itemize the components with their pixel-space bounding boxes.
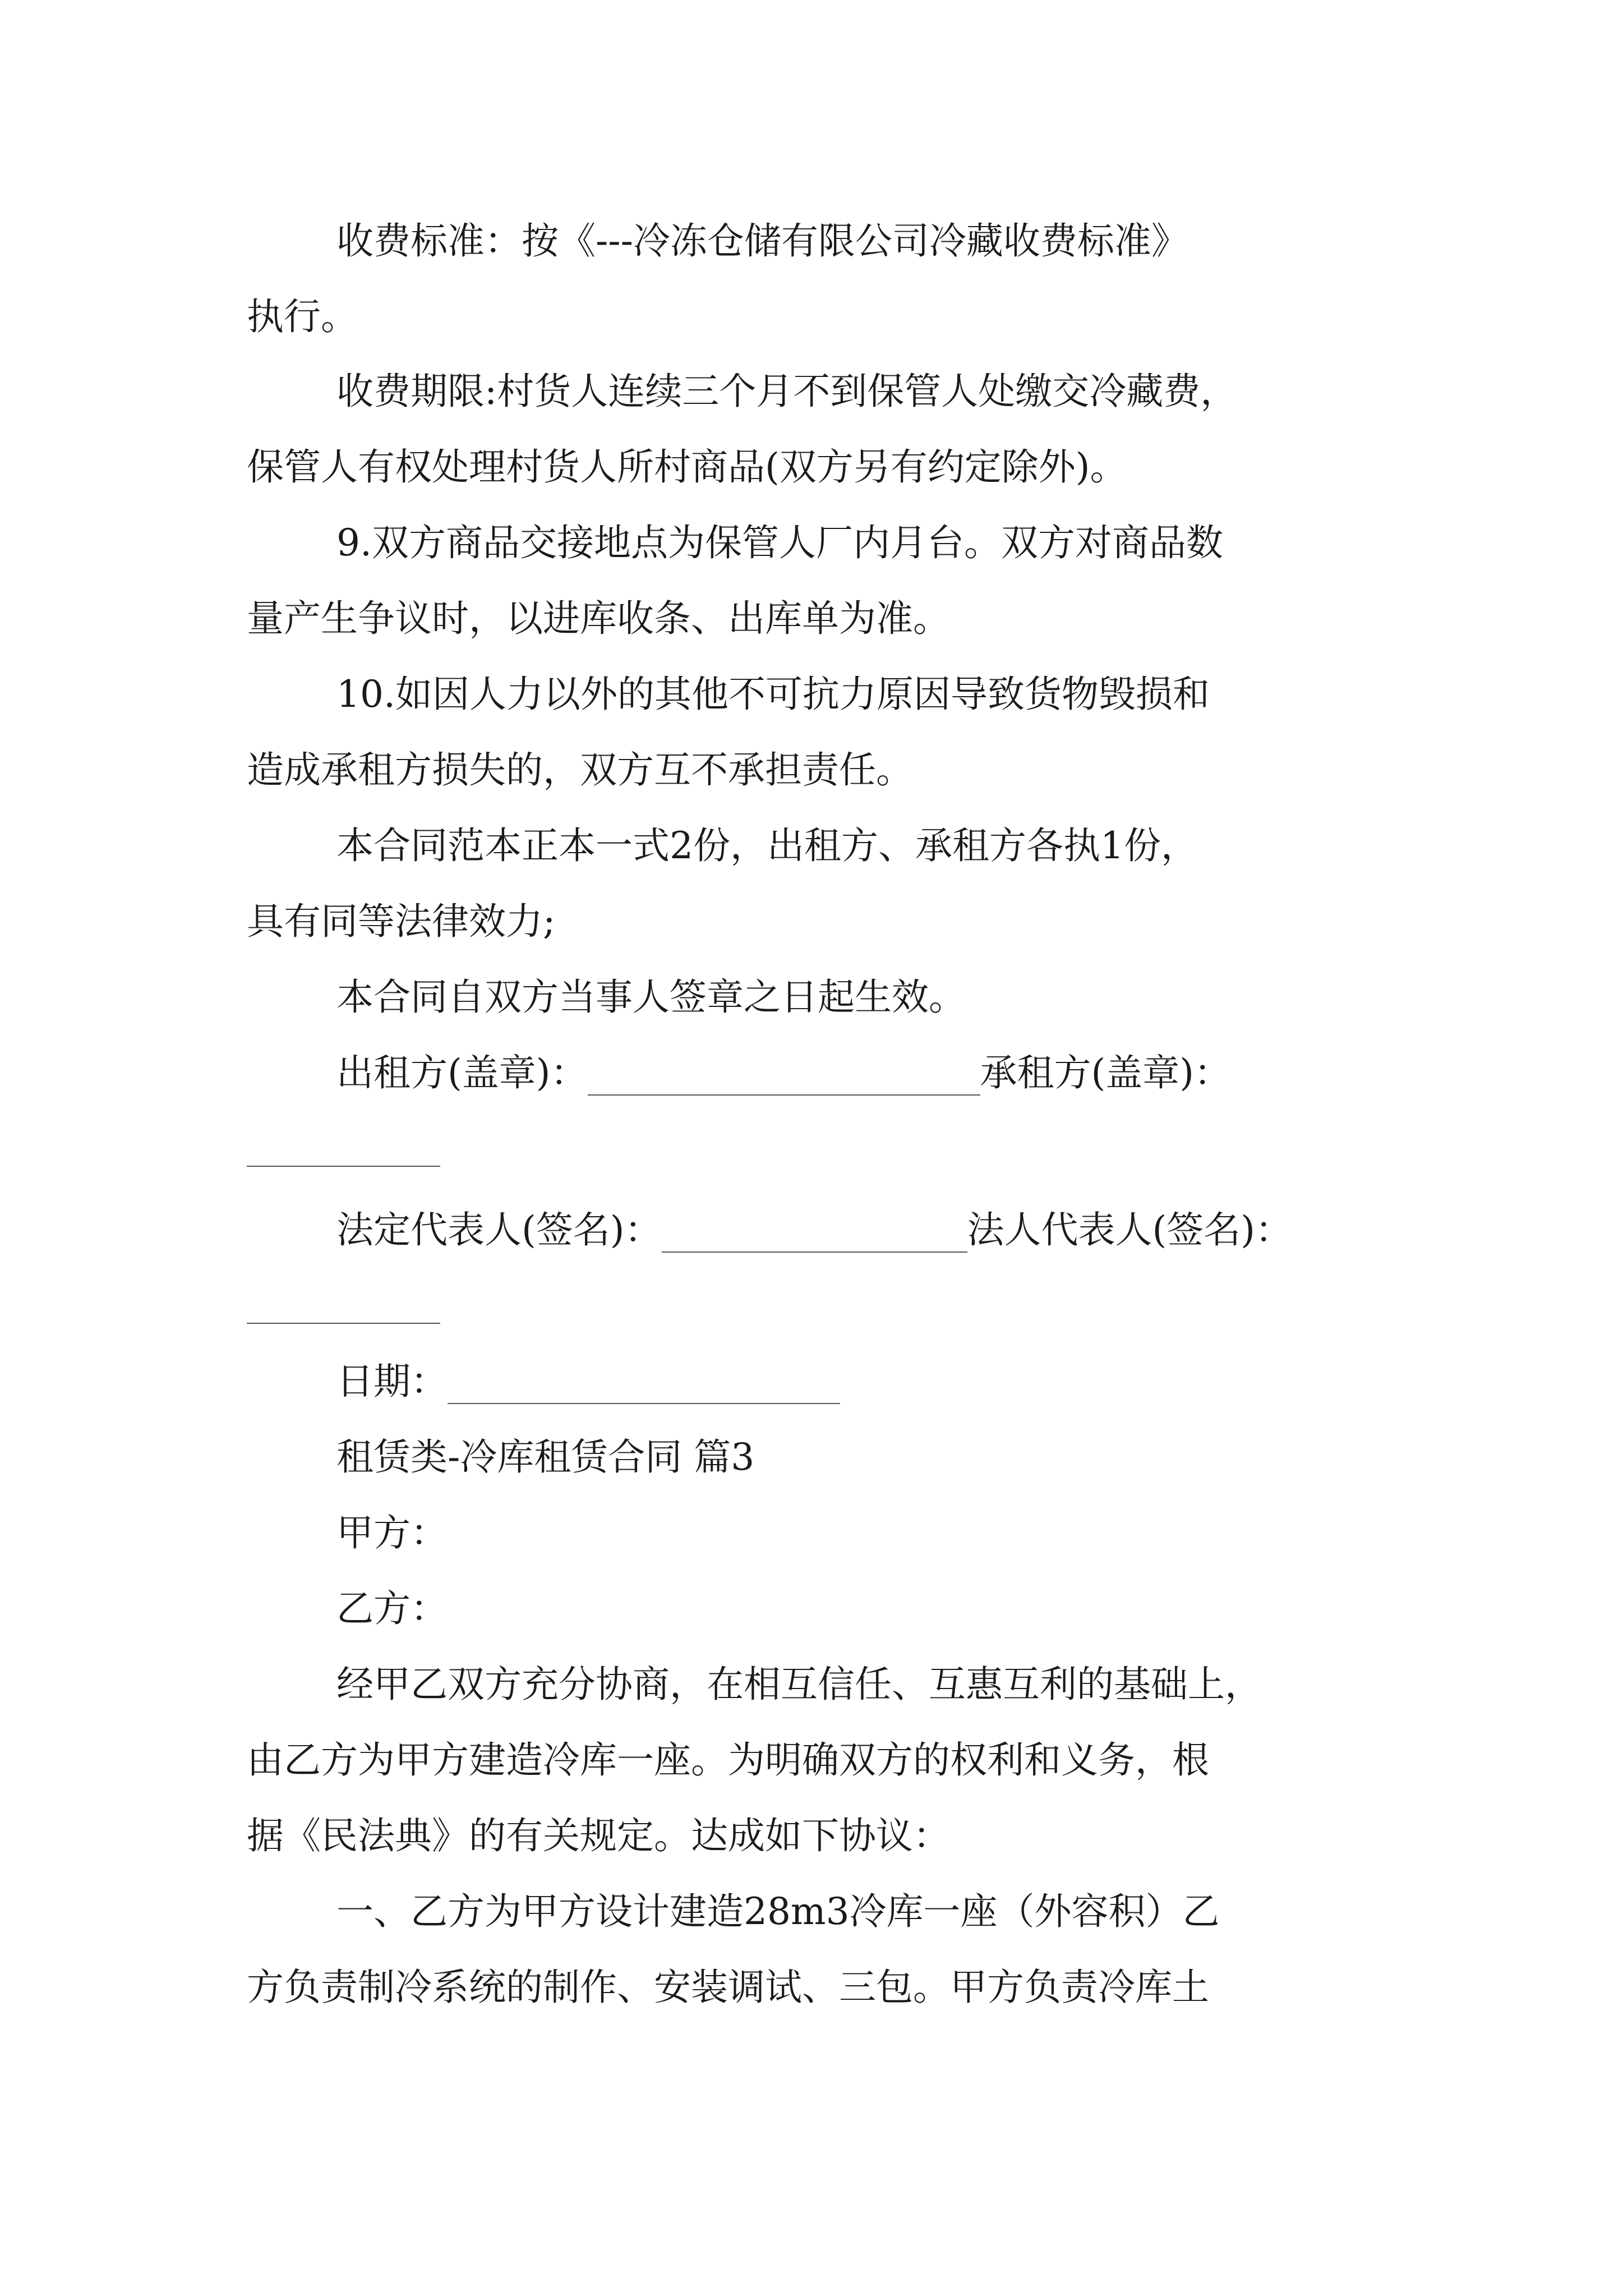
signature-line-lessor bbox=[336, 1051, 1231, 1096]
legal-rep-label: 法定代表人(签名)： bbox=[336, 1208, 662, 1251]
party-b-label: 乙方： bbox=[336, 1587, 448, 1630]
date-blank bbox=[448, 1367, 840, 1404]
paragraph-line: 本合同范本正本一式2份，出租方、承租方各执1份， bbox=[336, 824, 1198, 867]
paragraph-line: 10.如因人力以外的其他不可抗力原因导致货物毁损和 bbox=[336, 673, 1210, 716]
paragraph-line: 9.双方商品交接地点为保管人厂内月台。双方对商品数 bbox=[336, 521, 1223, 564]
section-title: 租赁类-冷库租赁合同 篇3 bbox=[336, 1435, 755, 1479]
lessee-blank bbox=[247, 1166, 440, 1167]
paragraph-line: 据《民法典》的有关规定。达成如下协议： bbox=[247, 1814, 950, 1857]
paragraph-line: 执行。 bbox=[247, 295, 358, 338]
paragraph-line: 量产生争议时，以进库收条、出库单为准。 bbox=[247, 597, 950, 640]
paragraph-line: 方负责制冷系统的制作、安装调试、三包。甲方负责冷库土 bbox=[247, 1966, 1209, 2009]
lessor-label: 出租方(盖章)： bbox=[336, 1051, 588, 1094]
lessor-blank bbox=[588, 1059, 980, 1096]
paragraph-line: 经甲乙双方充分协商，在相互信任、互惠互利的基础上， bbox=[336, 1663, 1262, 1706]
paragraph-line: 一、乙方为甲方设计建造28m3冷库一座（外容积）乙 bbox=[336, 1890, 1220, 1933]
lessee-label: 承租方(盖章)： bbox=[980, 1051, 1231, 1094]
paragraph-line: 收费标准：按《---冷冻仓储有限公司冷藏收费标准》 bbox=[336, 219, 1188, 263]
signature-line-date bbox=[336, 1359, 840, 1404]
paragraph-line: 本合同自双方当事人签章之日起生效。 bbox=[336, 976, 966, 1019]
paragraph-line: 具有同等法律效力; bbox=[247, 900, 556, 943]
corp-rep-blank bbox=[247, 1323, 440, 1324]
date-label: 日期： bbox=[336, 1360, 448, 1403]
legal-rep-blank bbox=[662, 1216, 967, 1253]
paragraph-line: 造成承租方损失的，双方互不承担责任。 bbox=[247, 748, 913, 792]
corp-rep-label: 法人代表人(签名)： bbox=[967, 1208, 1292, 1251]
paragraph-line: 收费期限:村货人连续三个月不到保管人处缴交冷藏费， bbox=[336, 370, 1238, 413]
signature-line-representative bbox=[336, 1208, 1292, 1253]
paragraph-line: 保管人有权处理村货人所村商品(双方另有约定除外)。 bbox=[247, 445, 1127, 489]
party-a-label: 甲方： bbox=[336, 1511, 448, 1554]
paragraph-line: 由乙方为甲方建造冷库一座。为明确双方的权利和义务，根 bbox=[247, 1738, 1209, 1782]
